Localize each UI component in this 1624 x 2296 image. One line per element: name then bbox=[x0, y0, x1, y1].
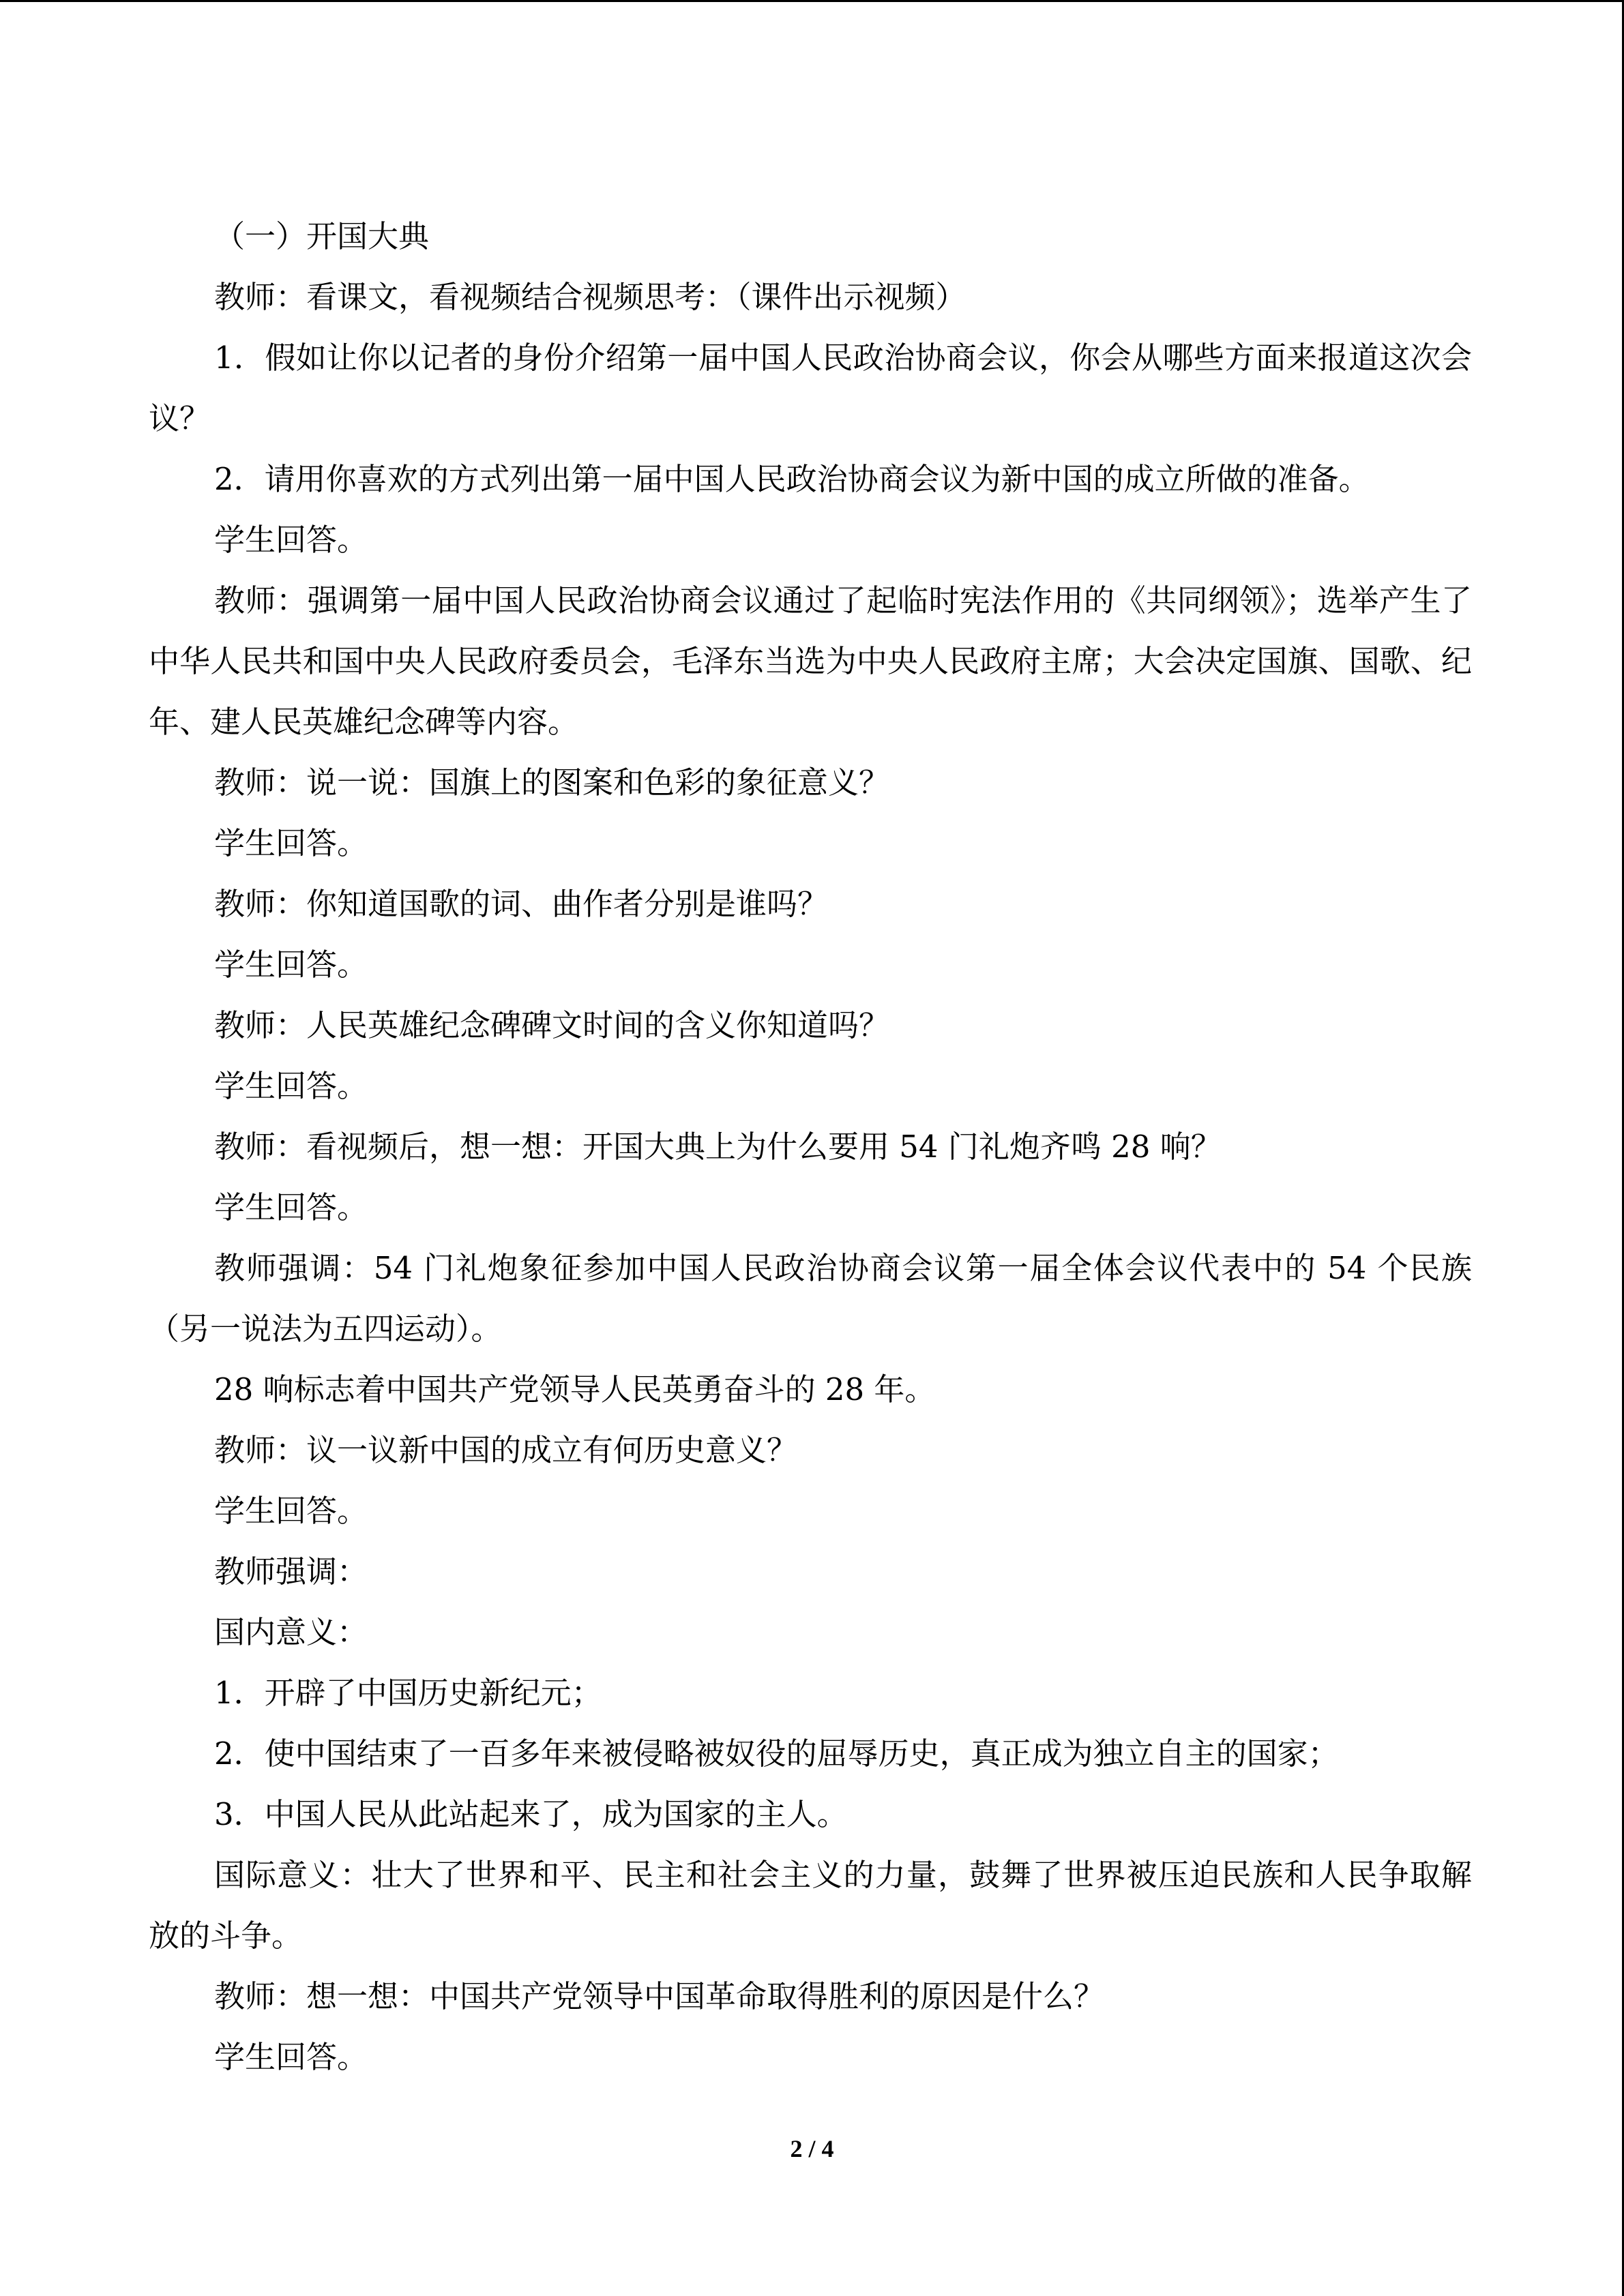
paragraph: 国内意义： bbox=[214, 1614, 368, 1650]
paragraph: 1．假如让你以记者的身份介绍第一届中国人民政治协商会议，你会从哪些方面来报道这次会议？ bbox=[149, 340, 1472, 436]
paragraph: 教师：说一说：国旗上的图案和色彩的象征意义？ bbox=[214, 764, 890, 801]
paragraph: 教师强调： bbox=[214, 1553, 368, 1590]
paragraph: 教师：你知道国歌的词、曲作者分别是谁吗？ bbox=[214, 886, 829, 922]
paragraph: 教师强调：54 门礼炮象征参加中国人民政治协商会议第一届全体会议代表中的 54 个民族（另一说法为五四运动）。 bbox=[149, 1250, 1472, 1347]
paragraph: 2．请用你喜欢的方式列出第一届中国人民政治协商会议为新中国的成立所做的准备。 bbox=[214, 461, 1370, 497]
paragraph: 教师：强调第一届中国人民政治协商会议通过了起临时宪法作用的《共同纲领》；选举产生了中华人民共和国中央人民政府委员会，毛泽东当选为中央人民政府主席；大会决定国旗、国歌、纪年、建人民英雄纪念碑等内容。 bbox=[149, 582, 1472, 740]
paragraph: 学生回答。 bbox=[214, 1189, 368, 1225]
paragraph: 学生回答。 bbox=[214, 2039, 368, 2075]
paragraph: 教师：看课文，看视频结合视频思考：（课件出示视频） bbox=[214, 279, 966, 315]
paragraph: 学生回答。 bbox=[214, 522, 368, 558]
paragraph: 教师：看视频后，想一想：开国大典上为什么要用 54 门礼炮齐鸣 28 响？ bbox=[214, 1129, 1222, 1165]
paragraph: 1．开辟了中国历史新纪元； bbox=[214, 1675, 602, 1711]
paragraph: 3．中国人民从此站起来了，成为国家的主人。 bbox=[214, 1796, 848, 1832]
paragraph: （一）开国大典 bbox=[214, 218, 430, 254]
document-body bbox=[149, 206, 1472, 2087]
paragraph: 学生回答。 bbox=[214, 946, 368, 983]
paragraph: 国际意义：壮大了世界和平、民主和社会主义的力量，鼓舞了世界被压迫民族和人民争取解放的斗争。 bbox=[149, 1857, 1472, 1954]
paragraph: 28 响标志着中国共产党领导人民英勇奋斗的 28 年。 bbox=[214, 1371, 936, 1407]
paragraph: 2．使中国结束了一百多年来被侵略被奴役的屈辱历史，真正成为独立自主的国家； bbox=[214, 1735, 1339, 1772]
paragraph: 学生回答。 bbox=[214, 1068, 368, 1104]
paragraph: 教师：想一想：中国共产党领导中国革命取得胜利的原因是什么？ bbox=[214, 1978, 1105, 2014]
paragraph: 学生回答。 bbox=[214, 1493, 368, 1529]
paragraph: 教师：人民英雄纪念碑碑文时间的含义你知道吗？ bbox=[214, 1007, 890, 1043]
page-number: 2 / 4 bbox=[790, 2135, 834, 2162]
paragraph: 学生回答。 bbox=[214, 825, 368, 861]
paragraph: 教师：议一议新中国的成立有何历史意义？ bbox=[214, 1432, 798, 1468]
